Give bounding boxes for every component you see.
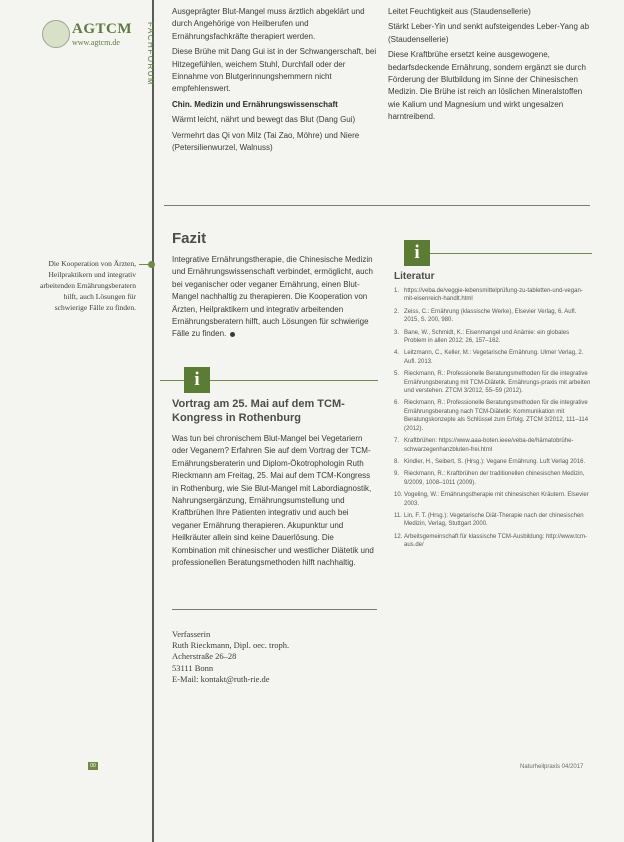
- reference-item: 9. Rieckmann, R.: Kraftbrühen der traditionellen chinesischen Medizin, 9/2009, 1008–1011 (2009).: [394, 471, 585, 486]
- reference-item: 10. Vogeling, W.: Ernährungstherapie mit chinesischen Kräutern. Elsevier 2003.: [394, 492, 589, 507]
- vortrag-divider: [172, 609, 377, 610]
- reference-item: 2. Zeiss, C.: Ernährung (klassische Werke), Elsevier Verlag, 6. Aufl. 2015, S. 200, 980.: [394, 308, 577, 324]
- reference-item: 4. Leitzmann, C., Keller, M.: Vegetarische Ernährung. Ulmer Verlag, 2. Aufl. 2013.: [394, 350, 584, 365]
- author-city: 53111 Bonn: [172, 662, 214, 673]
- reference-item: 6. Rieckmann, R.: Professionelle Beratungsmethoden für die integrative Ernährungsberatung nach TCM-Diätetik: Kommunikation mit Beratungskonzepte als Schlüssel zum Erfolg. ZTCM 3/2012, 111–114 (2012).: [394, 400, 589, 432]
- info-rule-left: [160, 380, 186, 381]
- agtcm-logo: [42, 20, 144, 50]
- top-left-column: [172, 6, 377, 157]
- reference-item: 11. Lin, F. T. (Hrsg.): Vegetarische Diät-Therapie nach der chinesischen Medizin, Verlag, Stuttgart 2000.: [394, 512, 584, 528]
- top-right-column: [388, 6, 592, 127]
- info-icon: i: [184, 367, 210, 393]
- fazit-text: Integrative Ernährungstherapie, die Chinesische Medizin und Ernährungswissenschaft verbindet, ermöglicht, auch bei veganischer oder veganer Ernährung, einen Blut-Mangel nachhaltig zu therapieren. Die Kooperation von Ärzten, Heilpraktikern und integrativ arbeitenden Ernährungsberatern hilft, auch Lösungen für schwierige Fälle zu finden.: [172, 255, 373, 339]
- literatur-title: Literatur: [394, 271, 435, 282]
- reference-list: [394, 287, 592, 554]
- paragraph: Wärmt leicht, nährt und bewegt das Blut (Dang Gui): [172, 115, 356, 125]
- vortrag-title: Vortrag am 25. Mai auf dem TCM-Kongress in Rothenburg: [172, 398, 345, 424]
- section-divider: [164, 205, 590, 206]
- author-street: Acherstraße 26–28: [172, 651, 237, 662]
- subheading: Chin. Medizin und Ernährungswissenschaft: [172, 99, 338, 109]
- journal-footer: Naturheilpraxis 04/2017: [520, 764, 584, 770]
- reference-item: 5. Rieckmann, R.: Professionelle Beratungsmethoden für die integrative Ernährungsberatung mit TCM-Diätetik. Ernährungs-praxis mit arbeiten und verstehen. ZTCM 3/2012, 55–59 (2012).: [394, 371, 591, 395]
- author-name: Ruth Rieckmann, Dipl. oec. troph.: [172, 640, 290, 651]
- paragraph: Diese Kraftbrühe ersetzt keine ausgewogene, bedarfsdeckende Ernährung, sondern ergänzt sie durch Förderung der Blutbildung im Sinne der Chinesischen Medizin. Die Brühe ist reich an löslichen Mineralstoffen wie Kalium und Magnesium und wirkt ungesalzen harntreibend.: [388, 50, 586, 122]
- reference-item: 1. https://veba.de/veggie-lebensmittelprüfung-zu-tabletten-und-vegan-mit-eisenreich-handlt.html: [394, 288, 583, 303]
- section-label: [144, 22, 156, 102]
- paragraph: Diese Brühe mit Dang Gui ist in der Schwangerschaft, bei Hitzegefühlen, weichem Stuhl, Durchfall oder der Einnahme von Blutgerinnungshemmern nicht empfehlenswert.: [172, 47, 377, 94]
- info-rule-right: [210, 380, 378, 381]
- section-label-text: FACHFORUM: [146, 22, 155, 87]
- logo-url: www.agtcm.de: [72, 38, 120, 47]
- fazit-title: Fazit: [172, 230, 207, 247]
- reference-item: 3. Bane, W., Schmidt, K.: Eisenmangel und Anämie: ein globales Problem in allen 2012; 26, 157–162.: [394, 329, 570, 345]
- paragraph: Stärkt Leber-Yin und senkt aufsteigendes Leber-Yang ab (Staudensellerie): [388, 22, 590, 44]
- literatur-rule: [430, 253, 592, 254]
- author-block: [172, 629, 289, 685]
- vortrag-text-block: [172, 433, 377, 572]
- paragraph: Vermehrt das Qi von Milz (Tai Zao, Möhre) und Niere (Petersilienwurzel, Walnuss): [172, 130, 360, 153]
- reference-item: 7. Kraftbrühen: https://www.aaa-boten.ieee/veba-de/hämatobrühe-schwarzegenhanzbluten-frei.html: [394, 438, 574, 453]
- author-email: E-Mail: kontakt@ruth-rie.de: [172, 673, 270, 684]
- reference-item: 8. Kindler, H., Seibert, S. (Hrsg.): Vegane Ernährung. Luft Verlag 2016.: [394, 458, 586, 465]
- sidebar-pull-quote: Die Kooperation von Ärzten, Heilpraktikern und integrativ arbeitenden Ernährungsberatern hilft, auch Lösungen für schwierige Fälle zu finden.: [40, 259, 136, 312]
- paragraph: Leitet Feuchtigkeit aus (Staudensellerie): [388, 7, 531, 16]
- info-icon: i: [404, 240, 430, 266]
- vortrag-text: Was tun bei chronischem Blut-Mangel bei Vegetariern oder Veganern? Erfahren Sie auf dem Vortrag der TCM-Ernährungsberaterin und Diplom-Ökotrophologin Ruth Rieckmann am Freitag, 25. Mai auf dem TCM-Kongress in Rothenburg, wie Sie Blut-Mangel mit Labordiagnostik, Nahrungsergänzung, Ernährungsumstellung und Kraftbrühen Ihre Patienten integrativ und auch bei veganer Ernährung therapieren. Akupunktur und Heilkräuter allein sind keine Dauerlösung. Die Kombination mit chinesischer und westlicher Diätetik und professionellen Beratungsmethoden hilft nachhaltig.: [172, 434, 374, 568]
- paragraph: Ausgeprägter Blut-Mangel muss ärztlich abgeklärt und durch Angehörige von Heilberufen und Ernährungsfachkräfte therapiert werden.: [172, 7, 365, 41]
- agtcm-seal-icon: [42, 20, 70, 48]
- logo-name: AGTCM: [72, 21, 132, 37]
- reference-item: 12. Arbeitsgemeinschaft für klassische TCM-Ausbildung: http://www.tcm-aus.de/: [394, 533, 587, 549]
- pull-quote-dot-icon: [148, 261, 155, 268]
- fazit-text-block: [172, 254, 377, 344]
- sidebar-divider: [152, 0, 154, 842]
- end-mark-icon: [230, 332, 235, 337]
- page-number: 00: [88, 762, 98, 770]
- author-label: Verfasserin: [172, 629, 211, 639]
